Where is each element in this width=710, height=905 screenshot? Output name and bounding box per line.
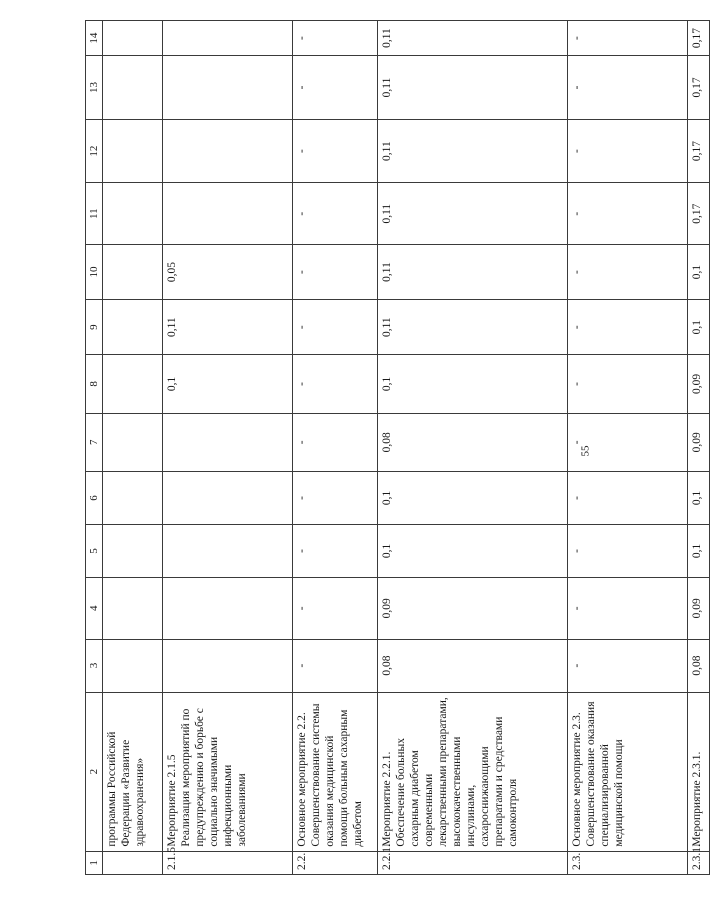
header-cell: 7 <box>86 413 103 471</box>
header-cell: 6 <box>86 471 103 524</box>
value-cell <box>163 639 293 692</box>
value-cell: - <box>568 471 688 524</box>
value-cell: 0,1 <box>688 244 710 299</box>
table-row <box>688 21 710 875</box>
value-cell: - <box>293 355 378 413</box>
value-cell: - <box>293 639 378 692</box>
value-cell: 0,11 <box>378 56 568 120</box>
value-cell <box>103 56 163 120</box>
value-cell: 0,1 <box>688 300 710 355</box>
value-cell: 0,09 <box>688 355 710 413</box>
value-cell: - <box>293 183 378 245</box>
row-description-cell: Основное мероприятие 2.3. Совершенствование оказания специализированной медицинской помощи <box>568 692 688 851</box>
value-cell <box>103 413 163 471</box>
value-cell: 0,17 <box>688 21 710 56</box>
value-cell <box>103 524 163 577</box>
value-cell: 0,11 <box>378 244 568 299</box>
value-cell <box>103 300 163 355</box>
rotated-table-area <box>85 20 703 875</box>
value-cell <box>103 639 163 692</box>
value-cell: - <box>568 119 688 183</box>
value-cell: - <box>568 578 688 640</box>
value-cell: - <box>568 355 688 413</box>
value-cell: 0,1 <box>378 471 568 524</box>
header-row <box>86 21 103 875</box>
header-cell: 13 <box>86 56 103 120</box>
table-row <box>293 21 378 875</box>
value-cell: 0,17 <box>688 56 710 120</box>
value-cell: - <box>293 471 378 524</box>
header-cell: 5 <box>86 524 103 577</box>
row-id-cell: 2.3. <box>568 851 688 874</box>
value-cell: 0,08 <box>688 639 710 692</box>
value-cell: 0,11 <box>378 119 568 183</box>
header-cell: 1 <box>86 851 103 874</box>
value-cell: - <box>293 413 378 471</box>
row-description-cell: Мероприятие 2.3.1. <box>688 692 710 851</box>
header-cell: 11 <box>86 183 103 245</box>
value-cell <box>163 471 293 524</box>
value-cell <box>103 244 163 299</box>
table-row <box>103 21 163 875</box>
row-description-cell: Мероприятие 2.2.1. Обеспечение больных сахарным диабетом современными лекарственными препаратами, высококачественными инсулинами, сахароснижающими препаратами и средствами самоконтроля <box>378 692 568 851</box>
value-cell: - <box>568 413 688 471</box>
value-cell: - <box>293 578 378 640</box>
table-row <box>163 21 293 875</box>
value-cell: - <box>293 244 378 299</box>
value-cell: 0,11 <box>378 183 568 245</box>
value-cell: 0,08 <box>378 413 568 471</box>
value-cell: 0,1 <box>163 355 293 413</box>
row-description-cell: Мероприятие 2.1.5 Реализация мероприятий по предупреждению и борьбе с социально значимыми инфекционными заболеваниями <box>163 692 293 851</box>
row-id-cell: 2.3.1. <box>688 851 710 874</box>
value-cell: - <box>293 21 378 56</box>
header-cell: 3 <box>86 639 103 692</box>
table-container <box>85 20 703 875</box>
value-cell: - <box>568 524 688 577</box>
value-cell <box>163 21 293 56</box>
page-number: 55 <box>579 445 592 457</box>
value-cell <box>163 119 293 183</box>
value-cell: 0,09 <box>688 413 710 471</box>
row-description-cell: Основное мероприятие 2.2. Совершенствование системы оказания медицинской помощи больным сахарным диабетом <box>293 692 378 851</box>
header-cell: 9 <box>86 300 103 355</box>
value-cell: 0,09 <box>378 578 568 640</box>
row-id-cell <box>103 851 163 874</box>
value-cell: 0,17 <box>688 183 710 245</box>
value-cell: - <box>293 300 378 355</box>
value-cell: - <box>293 56 378 120</box>
row-id-cell: 2.2.1. <box>378 851 568 874</box>
value-cell <box>163 183 293 245</box>
value-cell <box>163 413 293 471</box>
header-cell: 14 <box>86 21 103 56</box>
value-cell: 0,11 <box>378 300 568 355</box>
row-description-cell: программы Российской Федерации «Развитие здравоохранения» <box>103 692 163 851</box>
header-cell: 10 <box>86 244 103 299</box>
value-cell: 0,1 <box>688 524 710 577</box>
value-cell: 0,05 <box>163 244 293 299</box>
value-cell: 0,17 <box>688 119 710 183</box>
header-cell: 2 <box>86 692 103 851</box>
row-id-cell: 2.2. <box>293 851 378 874</box>
value-cell: - <box>293 119 378 183</box>
value-cell <box>103 21 163 56</box>
value-cell: 0,1 <box>688 471 710 524</box>
value-cell <box>103 471 163 524</box>
value-cell <box>103 119 163 183</box>
value-cell: - <box>293 524 378 577</box>
value-cell: 0,08 <box>378 639 568 692</box>
header-cell: 8 <box>86 355 103 413</box>
value-cell <box>163 524 293 577</box>
value-cell: 0,11 <box>378 21 568 56</box>
value-cell: 0,1 <box>378 524 568 577</box>
value-cell: - <box>568 244 688 299</box>
value-cell <box>103 183 163 245</box>
value-cell: - <box>568 56 688 120</box>
value-cell <box>163 56 293 120</box>
table-row <box>378 21 568 875</box>
value-cell <box>103 578 163 640</box>
indicators-table <box>85 20 710 875</box>
value-cell: 0,09 <box>688 578 710 640</box>
value-cell <box>163 578 293 640</box>
value-cell: 0,11 <box>163 300 293 355</box>
value-cell: - <box>568 300 688 355</box>
value-cell: - <box>568 639 688 692</box>
header-cell: 12 <box>86 119 103 183</box>
value-cell: 0,1 <box>378 355 568 413</box>
value-cell: - <box>568 183 688 245</box>
value-cell <box>103 355 163 413</box>
table-row <box>568 21 688 875</box>
value-cell: - <box>568 21 688 56</box>
row-id-cell: 2.1.5 <box>163 851 293 874</box>
header-cell: 4 <box>86 578 103 640</box>
